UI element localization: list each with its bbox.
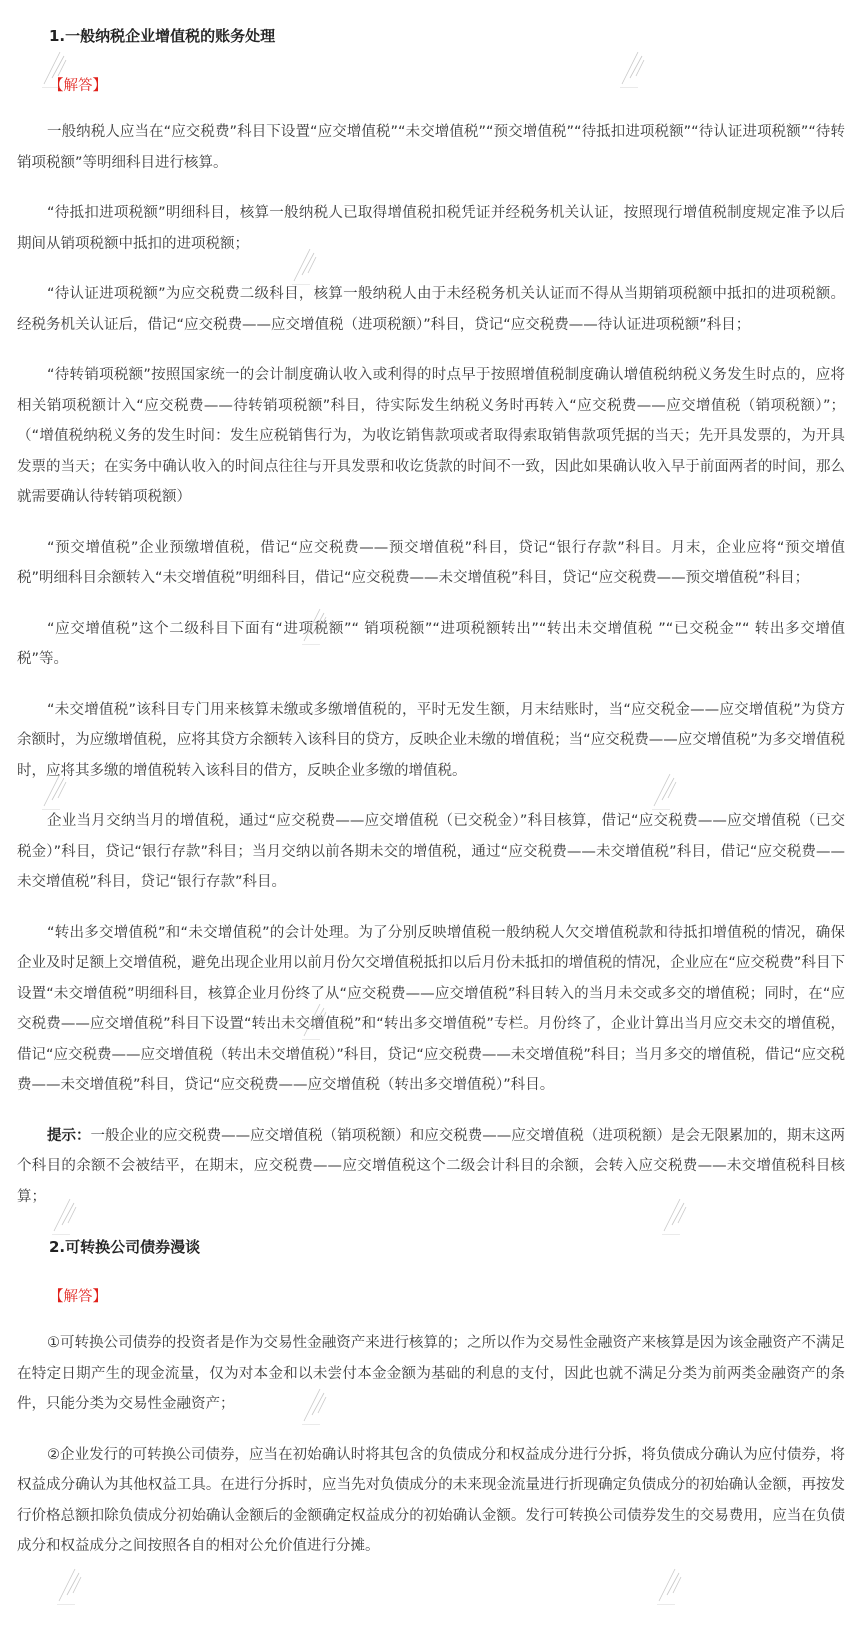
paragraph: “未交增值税”该科目专门用来核算未缴或多缴增值税的，平时无发生额，月末结账时，当“应交税金——应交增值税”为贷方余额时，为应缴增值税，应将其贷方余额转入该科目的贷方，反映企业未缴的增值税；当“应交税费——应交增值税”为多交增值税时，应将其多缴的增值税转入该科目的借方，反映企业多缴的增值税。 bbox=[17, 701, 845, 779]
paragraph: ①可转换公司债券的投资者是作为交易性金融资产来进行核算的；之所以作为交易性金融资产来核算是因为该金融资产不满足在特定日期产生的现金流量，仅为对本金和以未尝付本金金额为基础的利息的支付，因此也就不满足分类为前两类金融资产的条件，只能分类为交易性金融资产； bbox=[17, 1335, 845, 1412]
section-heading: 2.可转换公司债券漫谈 bbox=[49, 1238, 201, 1256]
section-vat-accounting bbox=[17, 5, 845, 1212]
tip-paragraph bbox=[17, 1121, 845, 1213]
paragraph: ②企业发行的可转换公司债券，应当在初始确认时将其包含的负债成分和权益成分进行分拆，将负债成分确认为应付债券，将权益成分确认为其他权益工具。在进行分拆时，应当先对负债成分的未来现金流量进行折现确定负债成分的初始确认金额，再按发行价格总额扣除负债成分初始确认金额后的金额确定权益成分的初始确认金额。发行可转换公司债券发生的交易费用，应当在负债成分和权益成分之间按照各自的相对公允价值进行分摊。 bbox=[17, 1446, 845, 1554]
paragraph: “转出多交增值税”和“未交增值税”的会计处理。为了分别反映增值税一般纳税人欠交增值税款和待抵扣增值税的情况，确保企业及时足额上交增值税，避免出现企业用以前月份欠交增值税抵扣以后月份未抵扣的增值税的情况，企业应在“应交税费”科目下设置“未交增值税”明细科目，核算企业月份终了从“应交税费——应交增值税”科目转入的当月未交或多交的增值税；同时，在“应交税费——应交增值税”科目下设置“转出未交增值税”和“转出多交增值税”专栏。月份终了，企业计算出当月应交未交的增值税，借记“应交税费——应交增值税（转出未交增值税）”科目，贷记“应交税费——未交增值税”科目；当月多交的增值税，借记“应交税费——未交增值税”科目，贷记“应交税费——应交增值税（转出多交增值税）”科目。 bbox=[17, 924, 845, 1093]
paragraph: “待认证进项税额”为应交税费二级科目，核算一般纳税人由于未经税务机关认证而不得从当期销项税额中抵扣的进项税额。经税务机关认证后，借记“应交税费——应交增值税（进项税额）”科目，贷记“应交税费——待认证进项税额”科目； bbox=[17, 286, 845, 333]
section-heading: 1.一般纳税企业增值税的账务处理 bbox=[49, 27, 276, 45]
paragraph: “待转销项税额”按照国家统一的会计制度确认收入或利得的时点早于按照增值税制度确认增值税纳税义务发生时点的，应将相关销项税额计入“应交税费——待转销项税额”科目，待实际发生纳税义务时再转入“应交税费——应交增值税（销项税额）”；（“增值税纳税义务的发生时间：发生应税销售行为，为收讫销售款项或者取得索取销售款项凭据的当天；先开具发票的，为开具发票的当天；在实务中确认收入的时间点往往与开具发票和收讫货款的时间不一致，因此如果确认收入早于前面两者的时间，那么就需要确认待转销项税额） bbox=[17, 367, 845, 505]
paragraph: “预交增值税”企业预缴增值税，借记“应交税费——预交增值税”科目，贷记“银行存款”科目。月末，企业应将“预交增值税”明细科目余额转入“未交增值税”明细科目，借记“应交税费——未交增值税”科目，贷记“应交税费——预交增值税”科目； bbox=[17, 539, 845, 586]
watermark-icon bbox=[655, 1565, 695, 1605]
answer-label: 【解答】 bbox=[49, 78, 107, 94]
answer-label: 【解答】 bbox=[49, 1289, 107, 1305]
watermark-icon bbox=[55, 1565, 95, 1605]
paragraph: 企业当月交纳当月的增值税，通过“应交税费——应交增值税（已交税金）”科目核算，借记“应交税费——应交增值税（已交税金）”科目，贷记“银行存款”科目；当月交纳以前各期未交的增值税，通过“应交税费——未交增值税”科目，借记“应交税费——未交增值税”科目，贷记“银行存款”科目。 bbox=[17, 813, 845, 890]
section-convertible-bonds bbox=[17, 1212, 845, 1562]
tip-label: 提示： bbox=[47, 1127, 91, 1144]
tip-text: 一般企业的应交税费——应交增值税（销项税额）和应交税费——应交增值税（进项税额）是会无限累加的，期末这两个科目的余额不会被结平，在期末，应交税费——应交增值税这个二级会计科目的余额，会转入应交税费——未交增值税科目核算； bbox=[17, 1127, 845, 1205]
paragraph: 一般纳税人应当在“应交税费”科目下设置“应交增值税”“未交增值税”“预交增值税”“待抵扣进项税额”“待认证进项税额”“待转销项税额”等明细科目进行核算。 bbox=[17, 124, 845, 171]
paragraph: “应交增值税”这个二级科目下面有“进项税额”“ 销项税额”“进项税额转出”“转出未交增值税 ”“已交税金”“ 转出多交增值税”等。 bbox=[17, 620, 845, 667]
paragraph: “待抵扣进项税额”明细科目，核算一般纳税人已取得增值税扣税凭证并经税务机关认证，按照现行增值税制度规定准予以后期间从销项税额中抵扣的进项税额； bbox=[17, 205, 845, 252]
